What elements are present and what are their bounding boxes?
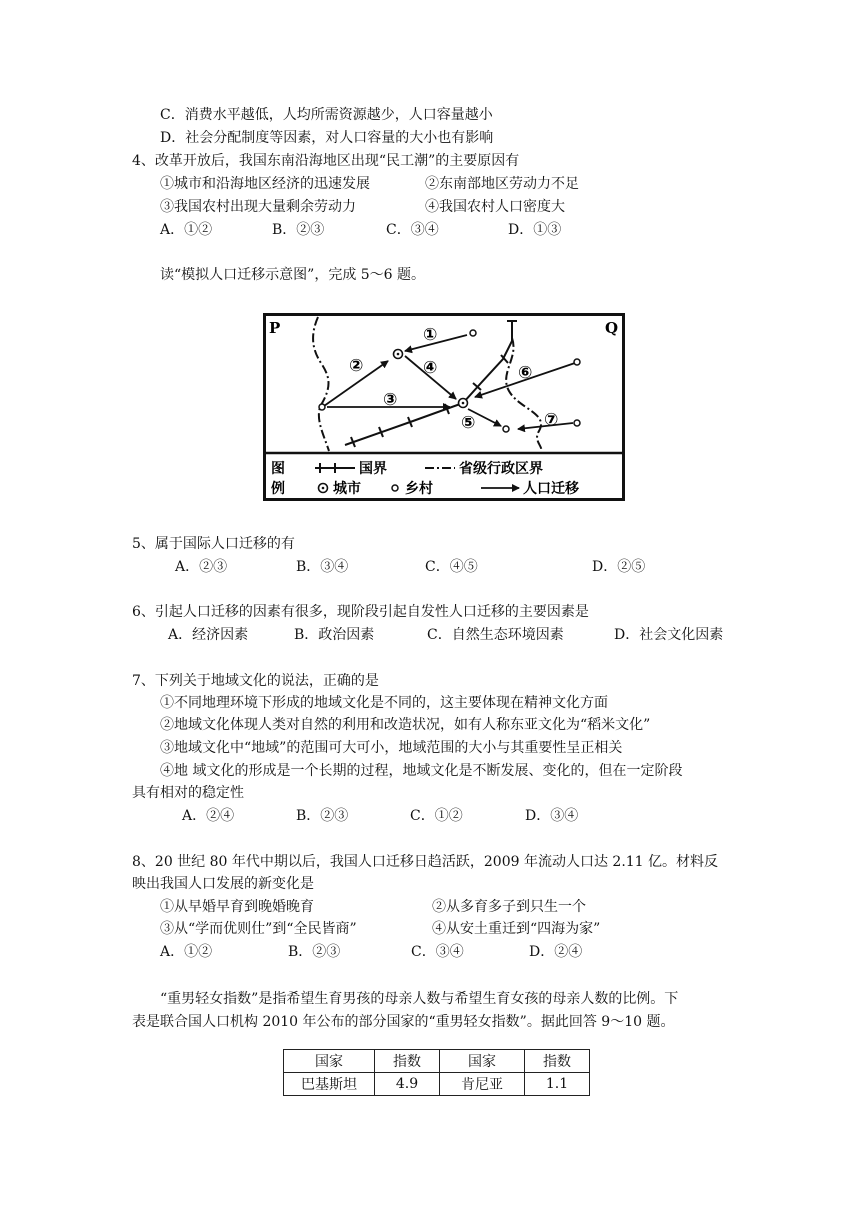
q4-stem: 4、改革开放后，我国东南沿海地区出现“民工潮”的主要原因有 xyxy=(132,153,520,169)
q8-statement-4: ④从安土重迁到“四海为家” xyxy=(432,921,601,937)
q4-option-d[interactable]: D．①③ xyxy=(508,222,562,238)
legend-village-label: 乡村 xyxy=(405,481,433,497)
legend-province-label: 省级行政区界 xyxy=(459,461,543,477)
q4-option-b[interactable]: B．②③ xyxy=(272,222,325,238)
q8-option-d[interactable]: D．②④ xyxy=(529,944,583,960)
legend-border-label: 国界 xyxy=(359,461,387,477)
q4-option-a[interactable]: A．①② xyxy=(160,222,213,238)
intro-questions-5-6: 读“模拟人口迁移示意图”，完成 5～6 题。 xyxy=(160,267,426,283)
q4-statement-1: ①城市和沿海地区经济的迅速发展 xyxy=(160,176,370,192)
q5-stem: 5、属于国际人口迁移的有 xyxy=(132,536,295,552)
q4-option-c[interactable]: C．③④ xyxy=(386,222,439,238)
label-7: ⑦ xyxy=(544,410,559,430)
intro-questions-9-10-line1: “重男轻女指数”是指希望生育男孩的母亲人数与希望生育女孩的母亲人数的比例。下 xyxy=(160,991,679,1007)
q8-statement-1: ①从早婚早育到晚婚晚育 xyxy=(160,899,314,915)
q4-statement-4: ④我国农村人口密度大 xyxy=(425,199,565,215)
label-6: ⑥ xyxy=(518,363,533,383)
q7-statement-4: ④地 域文化的形成是一个长期的过程，地域文化是不断发展、变化的，但在一定阶段 xyxy=(160,763,683,779)
legend-title-1: 图 xyxy=(271,461,285,477)
table-header-cell: 指数 xyxy=(525,1050,590,1073)
q6-option-d[interactable]: D．社会文化因素 xyxy=(614,627,724,643)
table-cell: 1.1 xyxy=(525,1073,590,1096)
map-legend xyxy=(271,460,580,497)
q5-option-c[interactable]: C．④⑤ xyxy=(425,559,478,575)
provincial-boundary-left xyxy=(313,317,329,451)
q6-stem: 6、引起人口迁移的因素有很多，现阶段引起自发性人口迁移的主要因素是 xyxy=(132,604,589,620)
table-header-cell: 国家 xyxy=(284,1050,375,1073)
q8-stem-line2: 映出我国人口发展的新变化是 xyxy=(132,876,314,892)
corner-p: P xyxy=(269,319,281,337)
table-cell: 4.9 xyxy=(375,1073,440,1096)
q7-option-c[interactable]: C．①② xyxy=(410,808,463,824)
intro-questions-9-10-line2: 表是联合国人口机构 2010 年公布的部分国家的“重男轻女指数”。据此回答 9～10 题。 xyxy=(132,1014,675,1030)
label-3: ③ xyxy=(383,390,398,410)
arrow-labels xyxy=(349,325,558,433)
q8-option-c[interactable]: C．③④ xyxy=(411,944,464,960)
q5-option-d[interactable]: D．②⑤ xyxy=(592,559,646,575)
table-cell: 巴基斯坦 xyxy=(284,1073,375,1096)
q7-option-b[interactable]: B．②③ xyxy=(296,808,349,824)
q5-option-a[interactable]: A．②③ xyxy=(175,559,228,575)
label-1: ① xyxy=(423,325,438,345)
q6-option-a[interactable]: A．经济因素 xyxy=(168,627,249,643)
corner-q: Q xyxy=(605,319,619,337)
provincial-boundary-right xyxy=(506,338,541,451)
q8-stem-line1: 8、20 世纪 80 年代中期以后，我国人口迁移日趋活跃，2009 年流动人口达 2.11 亿。材料反 xyxy=(132,854,719,870)
table-header-cell: 指数 xyxy=(375,1050,440,1073)
legend-title-2: 例 xyxy=(271,481,285,497)
q4-statement-2: ②东南部地区劳动力不足 xyxy=(425,176,579,192)
q5-option-b[interactable]: B．③④ xyxy=(296,559,349,575)
q8-option-a[interactable]: A．①② xyxy=(160,944,213,960)
q6-option-b[interactable]: B．政治因素 xyxy=(294,627,375,643)
q7-statement-3: ③地域文化中“地域”的范围可大可小，地域范围的大小与其重要性呈正相关 xyxy=(160,740,623,756)
q6-option-c[interactable]: C．自然生态环境因素 xyxy=(427,627,564,643)
son-preference-index-table xyxy=(283,1049,590,1096)
label-4: ④ xyxy=(423,358,438,378)
table-header-cell: 国家 xyxy=(440,1050,525,1073)
table-row xyxy=(284,1073,590,1096)
label-5: ⑤ xyxy=(461,413,476,433)
q7-option-d[interactable]: D．③④ xyxy=(525,808,579,824)
migration-map xyxy=(263,313,625,501)
table-cell: 肯尼亚 xyxy=(440,1073,525,1096)
legend-city-label: 城市 xyxy=(333,481,361,497)
q7-option-a[interactable]: A．②④ xyxy=(182,808,235,824)
q7-statement-4-cont: 具有相对的稳定性 xyxy=(132,785,244,801)
legend-migration-label: 人口迁移 xyxy=(523,481,579,497)
q4-statement-3: ③我国农村出现大量剩余劳动力 xyxy=(160,199,356,215)
q8-option-b[interactable]: B．②③ xyxy=(288,944,341,960)
q7-statement-1: ①不同地理环境下形成的地域文化是不同的，这主要体现在精神文化方面 xyxy=(160,695,608,711)
q8-statement-3: ③从“学而优则仕”到“全民皆商” xyxy=(160,921,357,937)
q7-stem: 7、下列关于地域文化的说法，正确的是 xyxy=(132,673,379,689)
q3-option-d: D．社会分配制度等因素，对人口容量的大小也有影响 xyxy=(160,130,494,146)
table-header-row xyxy=(284,1050,590,1073)
q3-option-c: C．消费水平越低，人均所需资源越少，人口容量越小 xyxy=(160,107,493,123)
q8-statement-2: ②从多育多子到只生一个 xyxy=(432,899,586,915)
q7-statement-2: ②地域文化体现人类对自然的利用和改造状况，如有人称东亚文化为“稻米文化” xyxy=(160,717,651,733)
label-2: ② xyxy=(349,356,364,376)
